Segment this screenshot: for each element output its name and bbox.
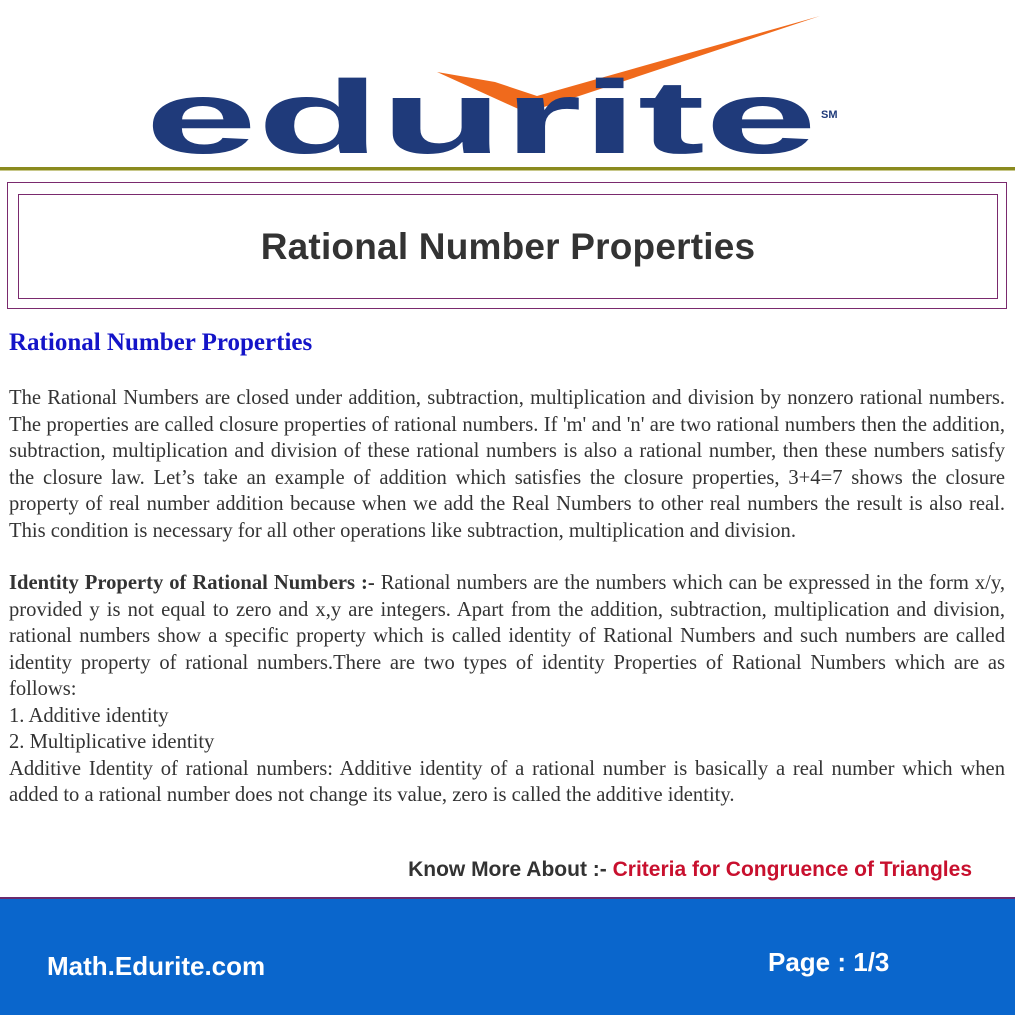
know-more-label: Know More About :- xyxy=(408,858,607,881)
page-title: Rational Number Properties xyxy=(260,225,756,267)
service-mark: SM xyxy=(821,109,838,121)
identity-text: Rational numbers are the numbers which can be expressed in the form x/y, provided y is not equal to zero and x,y are integers. Apart from the addition, subtraction, multiplication and division, rational numbers show a specific property which is called identity of Rational Numbers and such numbers are called identity property of rational numbers.There are two types of identity Properties of Rational Numbers which are as follows: xyxy=(9,572,1005,700)
closure-paragraph: The Rational Numbers are closed under addition, subtraction, multiplication and division by nonzero rational numbers. The properties are called closure properties of rational numbers. If 'm' and 'n' are two rational numbers then the addition, subtraction, multiplication and division of these rational numbers is also a rational number, then these numbers satisfy the closure law. Let’s take an example of addition which satisfies the closure properties, 3+4=7 shows the closure property of real number addition because when we add the Real Numbers to other real numbers the result is also real. This condition is necessary for all other operations like subtraction, multiplication and division. xyxy=(9,387,1005,542)
list-item: 1. Additive identity xyxy=(9,704,169,727)
site-name[interactable]: Math.Edurite.com xyxy=(47,951,266,981)
page-number: Page : 1/3 xyxy=(768,947,890,977)
article xyxy=(9,327,1005,809)
edurite-logo xyxy=(145,8,855,160)
additive-identity-paragraph: Additive Identity of rational numbers: Additive identity of a rational number is basically a real number which when added to a rational number does not change its value, zero is called the additive identity. xyxy=(9,757,1005,806)
header-divider-shadow xyxy=(0,170,1015,171)
identity-paragraph xyxy=(9,570,1005,703)
list-item: 2. Multiplicative identity xyxy=(9,731,215,753)
title-box xyxy=(18,194,998,299)
logo-wordmark: edurite xyxy=(145,60,817,160)
know-more xyxy=(0,858,972,882)
know-more-link[interactable]: Criteria for Congruence of Triangles xyxy=(606,858,972,881)
identity-label: Identity Property of Rational Numbers :- xyxy=(9,572,375,594)
article-heading: Rational Number Properties xyxy=(9,329,313,356)
